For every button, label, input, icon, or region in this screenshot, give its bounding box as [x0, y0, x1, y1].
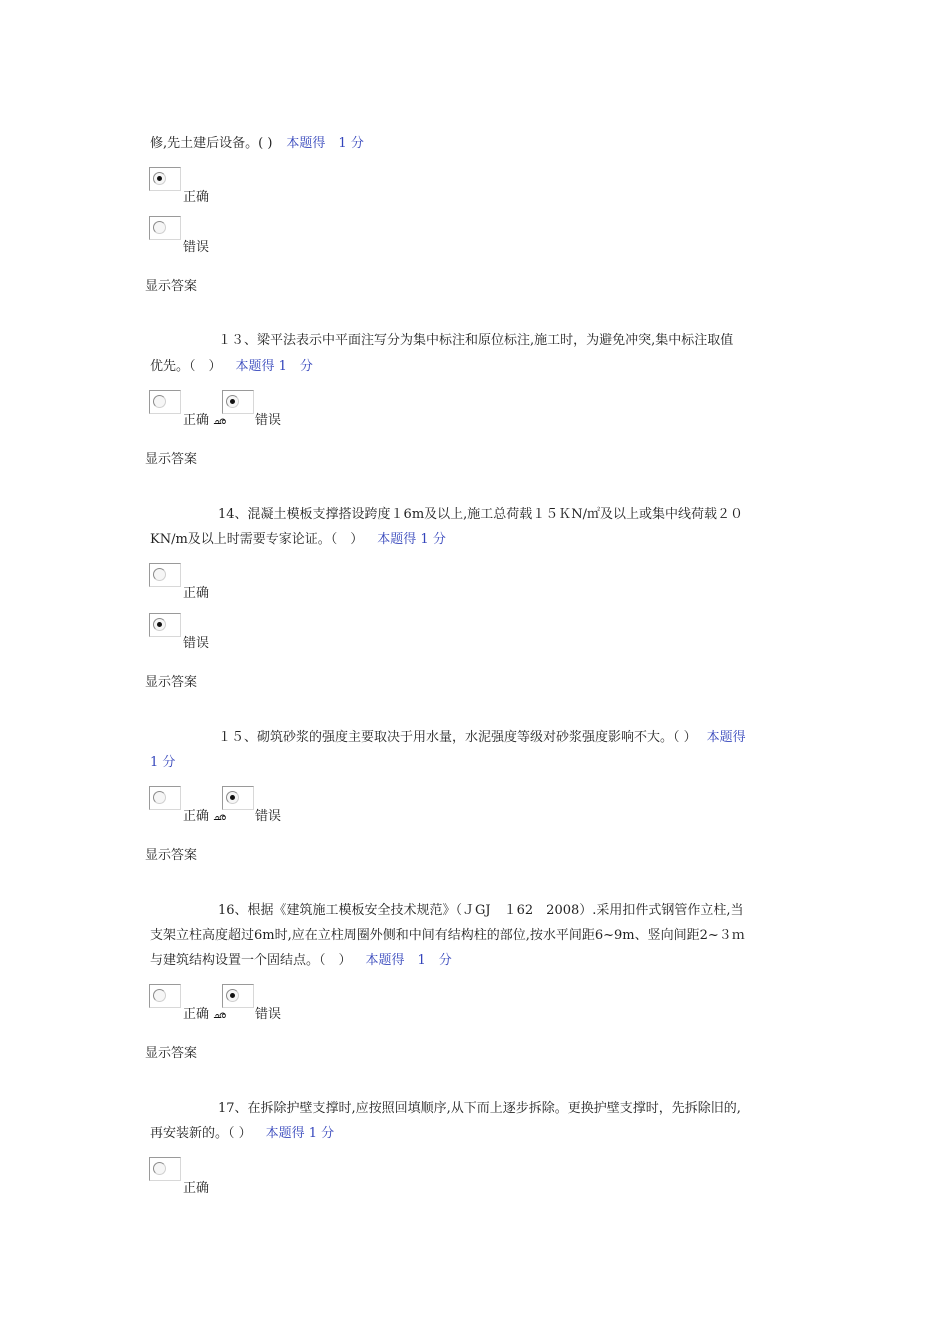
q12-show-answer-link[interactable]: 显示答案	[145, 279, 198, 294]
q15-mark-icon: ഛ	[213, 812, 226, 823]
q17-option-correct-label: 正确	[183, 1181, 210, 1196]
radio-circle-icon	[153, 618, 166, 631]
q12-radio-correct[interactable]	[149, 167, 181, 191]
q16-text-line3: 与建筑结构设置一个固结点。（ ） 本题得 1 分	[150, 953, 452, 968]
radio-circle-icon	[226, 791, 239, 804]
radio-selected-dot-icon	[230, 399, 235, 404]
q17-text-line2: 再安装新的。（ ） 本题得 1 分	[150, 1126, 335, 1141]
q13-mark-icon: ഛ	[213, 416, 226, 427]
radio-selected-dot-icon	[157, 176, 162, 181]
q17-score: 本题得 1 分	[265, 1126, 335, 1141]
q16-text-line2: 支架立柱高度超过6m时,应在立柱周圈外侧和中间有结构柱的部位,按水平间距6~9m、竖向间距2~３ｍ	[150, 928, 745, 943]
q16-option-correct-label: 正确	[183, 1007, 210, 1022]
q14-option-correct-label: 正确	[183, 586, 210, 601]
radio-circle-icon	[153, 568, 166, 581]
q14-show-answer-link[interactable]: 显示答案	[145, 675, 198, 690]
q15-radio-wrong[interactable]	[222, 786, 254, 810]
radio-circle-icon	[153, 1162, 166, 1175]
q13-radio-correct[interactable]	[149, 390, 181, 414]
radio-circle-icon	[153, 395, 166, 408]
q12-option-correct-label: 正确	[183, 190, 210, 205]
q12-option-wrong-label: 错误	[183, 240, 210, 255]
q15-option-wrong-label: 错误	[255, 809, 282, 824]
q12-score: 本题得 1 分	[286, 136, 364, 151]
q13-option-wrong-label: 错误	[255, 413, 282, 428]
q16-option-wrong-label: 错误	[255, 1007, 282, 1022]
radio-circle-icon	[153, 989, 166, 1002]
q17-radio-correct[interactable]	[149, 1157, 181, 1181]
q16-score: 本题得 1 分	[365, 953, 452, 968]
q16-show-answer-link[interactable]: 显示答案	[145, 1046, 198, 1061]
q14-radio-correct[interactable]	[149, 563, 181, 587]
radio-circle-icon	[153, 221, 166, 234]
q16-text-line1: 16、根据《建筑施工模板安全技术规范》（ＪGJ １62 2008）.采用扣件式钢管作立柱,当	[218, 903, 744, 918]
radio-selected-dot-icon	[157, 622, 162, 627]
q15-score-part1: 本题得	[706, 730, 746, 745]
q13-show-answer-link[interactable]: 显示答案	[145, 452, 198, 467]
radio-circle-icon	[226, 395, 239, 408]
q15-radio-correct[interactable]	[149, 786, 181, 810]
q15-text-line1: １５、砌筑砂浆的强度主要取决于用水量，水泥强度等级对砂浆强度影响不大。（ ） 本题得	[218, 730, 746, 745]
q13-option-correct-label: 正确	[183, 413, 210, 428]
q14-radio-wrong[interactable]	[149, 613, 181, 637]
q12-text-line2: 修,先土建后设备。( ) 本题得 1 分	[150, 136, 364, 151]
q15-score-part2: 1 分	[150, 755, 176, 770]
radio-selected-dot-icon	[230, 795, 235, 800]
q14-score: 本题得 1 分	[377, 532, 446, 547]
q13-radio-wrong[interactable]	[222, 390, 254, 414]
radio-circle-icon	[153, 791, 166, 804]
q15-show-answer-link[interactable]: 显示答案	[145, 848, 198, 863]
q14-text-line1: 14、混凝土模板支撑搭设跨度１6m及以上,施工总荷载１５ＫN/㎡及以上或集中线荷载２０	[218, 507, 744, 522]
q16-radio-wrong[interactable]	[222, 984, 254, 1008]
radio-circle-icon	[153, 172, 166, 185]
q13-text-line2: 优先。（ ） 本题得 1 分	[150, 359, 313, 374]
q14-option-wrong-label: 错误	[183, 636, 210, 651]
radio-selected-dot-icon	[230, 993, 235, 998]
q15-option-correct-label: 正确	[183, 809, 210, 824]
q16-radio-correct[interactable]	[149, 984, 181, 1008]
q16-mark-icon: ഛ	[213, 1010, 226, 1021]
q13-text-line1: １３、梁平法表示中平面注写分为集中标注和原位标注,施工时，为避免冲突,集中标注取值	[218, 333, 734, 348]
q12-radio-wrong[interactable]	[149, 216, 181, 240]
q14-text-line2: KN/m及以上时需要专家论证。（ ） 本题得 1 分	[150, 532, 446, 547]
q17-text-line1: 17、在拆除护壁支撑时,应按照回填顺序,从下而上逐步拆除。更换护壁支撑时，先拆除旧的,	[218, 1101, 741, 1116]
radio-circle-icon	[226, 989, 239, 1002]
q13-score: 本题得 1 分	[235, 359, 313, 374]
